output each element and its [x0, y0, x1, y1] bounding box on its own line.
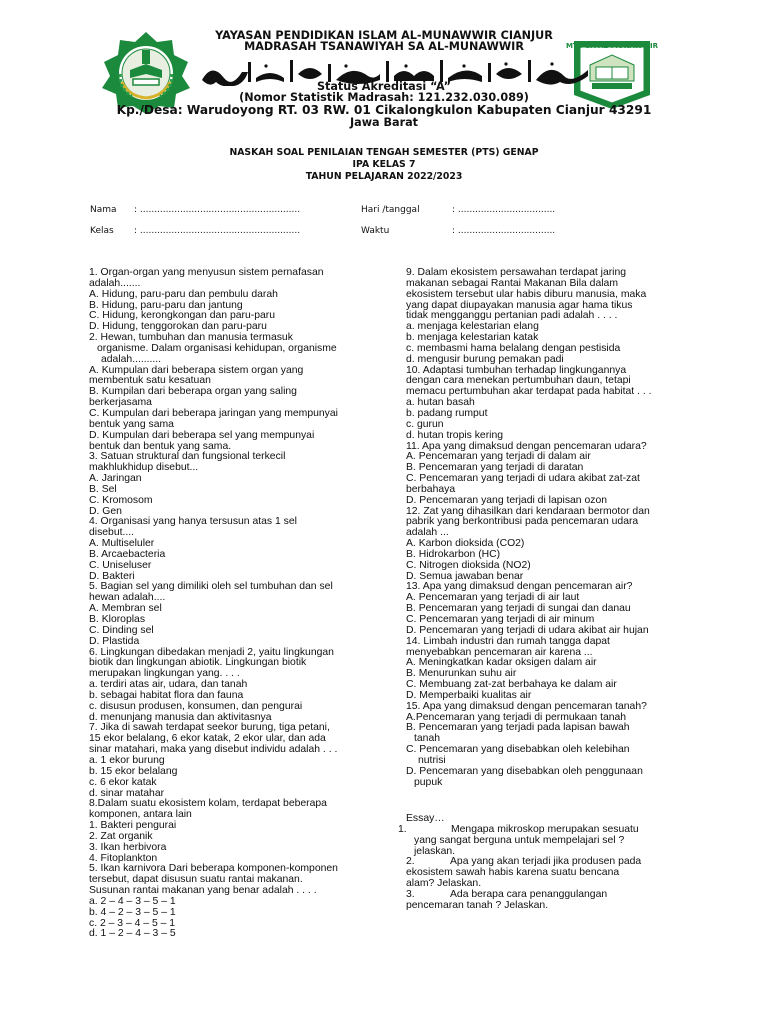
question-line: A. Membran sel	[89, 603, 162, 615]
essay-item	[398, 825, 718, 858]
question-line: A. Pencemaran yang terjadi di air laut	[406, 592, 580, 604]
question-line: D. Pencemaran yang disebabkan oleh penggunaan	[406, 765, 643, 777]
question-line: 15. Apa yang dimaksud dengan pencemaran tanah?	[406, 700, 647, 712]
question-line: 13. Apa yang dimaksud dengan pencemaran air?	[406, 581, 633, 593]
question-line: adalah..........	[101, 353, 162, 365]
question-line: c. membasmi hama belalang dengan pestisida	[406, 342, 621, 354]
question-line: B. Arcaebacteria	[89, 548, 166, 560]
question-line: A. Karbon dioksida (CO2)	[406, 538, 525, 550]
question-line: nutrisi	[418, 754, 446, 766]
question-line: C. Membuang zat-zat berbahaya ke dalam air	[406, 679, 617, 691]
essay-text: pencemaran tanah ? Jelaskan.	[406, 899, 549, 911]
question-line: tersebut, dapat disusun suatu rantai makanan.	[89, 874, 303, 886]
question-line: a. terdiri atas air, udara, dan tanah	[89, 679, 248, 691]
right-logo-text: MTS SA AL-MUNAWWIR	[566, 42, 658, 50]
question-line: D. Kumpulan dari beberapa sel yang mempunyai	[89, 429, 315, 441]
question-line: A. Pencemaran yang terjadi di dalam air	[406, 451, 591, 463]
question-line: C. Pencemaran yang terjadi di udara akibat zat-zat	[406, 473, 640, 485]
question-line: c. gurun	[406, 418, 444, 430]
question-line: D. Semua jawaban benar	[406, 570, 524, 582]
question-line: tidak mengganggu pertanian padi adalah . . . .	[406, 310, 618, 322]
question-line: 5. Ikan karnivora Dari beberapa komponen-komponen	[89, 863, 338, 875]
essay-text: yang sangat berguna untuk mempelajari sel ?	[414, 834, 625, 846]
essay-number: 2.	[406, 856, 415, 868]
school-name: MADRASAH TSANAWIYAH SA AL-MUNAWWIR	[244, 40, 524, 53]
nama-label: Nama	[90, 205, 117, 215]
question-line: B. Kloroplas	[89, 614, 146, 625]
question-line: 5. Bagian sel yang dimiliki oleh sel tumbuhan dan sel	[89, 581, 333, 593]
question-line: 2. Hewan, tumbuhan dan manusia termasuk	[89, 332, 293, 344]
question-line: 8.Dalam suatu ekosistem kolam, terdapat beberapa	[89, 798, 327, 810]
essay-text: alam? Jelaskan.	[406, 878, 482, 890]
question-line: tanah	[414, 733, 441, 745]
question-line: 6. Lingkungan dibedakan menjadi 2, yaitu lingkungan	[89, 646, 334, 658]
question-line: A. Multiseluler	[89, 538, 155, 550]
statistic-number: (Nomor Statistik Madrasah: 121.232.030.089)	[239, 91, 529, 104]
essay-number: 1.	[398, 823, 407, 835]
question-line: D. Plastida	[89, 635, 140, 647]
question-line: B. Pencemaran yang terjadi pada lapisan bawah	[406, 722, 630, 734]
question-line: 3. Ikan herbivora	[89, 841, 167, 853]
essay-text: jelaskan.	[414, 845, 456, 857]
question-line: C. Uniseluser	[89, 559, 152, 571]
question-line: D. Pencemaran yang terjadi di lapisan ozon	[406, 494, 608, 506]
question-line: 1. Organ-organ yang menyusun sistem pernafasan	[89, 267, 324, 278]
question-line: makanan sebagai Rantai Makanan Bila dalam	[406, 277, 618, 289]
question-line: 2. Zat organik	[89, 830, 153, 842]
question-line: bentuk dan bentuk yang sama.	[89, 440, 232, 452]
question-line: B. Kumpilan dari beberapa organ yang saling	[89, 386, 297, 398]
question-line: 14. Limbah industri dan rumah tangga dapat	[406, 635, 610, 647]
essay-item	[398, 857, 718, 890]
exam-title-block	[0, 147, 768, 183]
waktu-field[interactable]: : ..................................	[452, 226, 556, 236]
question-line: Susunan rantai makanan yang benar adalah . . . .	[89, 885, 317, 897]
question-line: d. hutan tropis kering	[406, 429, 504, 441]
question-line: b. menjaga kelestarian katak	[406, 332, 539, 344]
question-line: biotik dan lingkungan abiotik. Lingkungan biotik	[89, 657, 307, 669]
question-line: hewan adalah....	[89, 592, 166, 604]
question-line: B. Sel	[89, 483, 117, 495]
question-line: D. Hidung, tenggorokan dan paru-paru	[89, 321, 267, 333]
question-line: B. Hidrokarbon (HC)	[406, 548, 501, 560]
questions-left-column	[89, 268, 389, 940]
question-line: B. Menurunkan suhu air	[406, 668, 517, 680]
question-line: yang dapat diupayakan manusia agar hama tikus	[406, 299, 633, 311]
exam-year: TAHUN PELAJARAN 2022/2023	[305, 171, 463, 182]
exam-title: NASKAH SOAL PENILAIAN TENGAH SEMESTER (PTS) GENAP	[229, 147, 539, 158]
waktu-label: Waktu	[361, 226, 390, 236]
question-line: a. 1 ekor burung	[89, 754, 165, 766]
question-line: c. 6 ekor katak	[89, 776, 157, 788]
question-line: a. hutan basah	[406, 397, 475, 409]
question-line: 4. Organisasi yang hanya tersusun atas 1 sel	[89, 516, 297, 528]
question-line: merupakan lingkungan yang. . . .	[89, 668, 240, 680]
question-line: A. Meningkatkan kadar oksigen dalam air	[406, 657, 597, 669]
question-line: 3. Satuan struktural dan fungsional terkecil	[89, 451, 286, 463]
question-line: c. 2 – 3 – 4 – 5 – 1	[89, 917, 176, 929]
question-line: membentuk satu kesatuan	[89, 375, 211, 387]
essay-heading: Essay…	[406, 813, 445, 824]
question-line: B. Pencemaran yang terjadi di sungai dan danau	[406, 603, 631, 615]
question-line: pabrik yang berkontribusi pada pencemaran udara	[406, 516, 639, 528]
question-line: d. 1 – 2 – 4 – 3 – 5	[89, 928, 176, 940]
question-line: A. Jaringan	[89, 473, 142, 485]
question-line: D. Memperbaiki kualitas air	[406, 689, 532, 701]
question-line: D. Gen	[89, 505, 122, 517]
question-line: 1. Bakteri pengurai	[89, 820, 177, 832]
question-line: c. disusun produsen, konsumen, dan pengurai	[89, 700, 303, 712]
question-line: C. Hidung, kerongkongan dan paru-paru	[89, 310, 276, 322]
question-line: b. 4 – 2 – 3 – 5 – 1	[89, 906, 176, 918]
question-line: a. menjaga kelestarian elang	[406, 321, 539, 333]
exam-subject: IPA KELAS 7	[352, 159, 416, 170]
question-line: organisme. Dalam organisasi kehidupan, organisme	[97, 342, 337, 354]
kelas-label: Kelas	[90, 226, 114, 236]
question-line: 12. Zat yang dihasilkan dari kendaraan bermotor dan	[406, 505, 650, 517]
question-line: C. Dinding sel	[89, 624, 154, 636]
question-line: 9. Dalam ekosistem persawahan terdapat jaring	[406, 267, 627, 278]
accreditation-status: Status Akreditasi “A”	[316, 80, 452, 93]
question-line: 11. Apa yang dimaksud dengan pencemaran udara?	[406, 440, 647, 452]
question-line: bentuk yang sama	[89, 418, 174, 430]
question-line: d. mengusir burung pemakan padi	[406, 353, 564, 365]
question-line: A. Hidung, paru-paru dan pembulu darah	[89, 288, 278, 300]
question-line: disebut....	[89, 527, 135, 539]
question-line: memacu pertumbuhan akar terdapat pada habitat . . .	[406, 386, 652, 398]
question-line: C. Pencemaran yang terjadi di air minum	[406, 614, 595, 625]
hari-tanggal-field[interactable]: : ..................................	[452, 205, 556, 215]
question-line: berkerjasama	[89, 397, 152, 409]
question-line: C. Kromosom	[89, 494, 153, 506]
question-line: d. sinar matahar	[89, 787, 165, 799]
question-line: 15 ekor belalang, 6 ekor katak, 2 ekor ular, dan ada	[89, 733, 326, 745]
question-line: dengan cara menekan pertumbuhan daun, tetapi	[406, 375, 631, 387]
question-line: komponen, antara lain	[89, 809, 192, 821]
question-line: D. Bakteri	[89, 570, 135, 582]
essay-text: ekosistem sawah habis karena suatu bencana	[406, 867, 620, 879]
question-line: C. Kumpulan dari beberapa jaringan yang mempunyai	[89, 407, 338, 419]
question-line: ekosistem tersebut ular habis diburu manusia, maka	[406, 288, 647, 300]
essay-item	[398, 890, 718, 912]
kelas-field[interactable]: : ........................................................	[134, 226, 301, 236]
question-line: adalah.......	[89, 277, 141, 289]
question-line: a. 2 – 4 – 3 – 5 – 1	[89, 895, 176, 907]
question-line: 4. Fitoplankton	[89, 852, 158, 864]
question-line: B. Hidung, paru-paru dan jantung	[89, 299, 243, 311]
school-address: Kp./Desa: Warudoyong RT. 03 RW. 01 Cikalongkulon Kabupaten Cianjur 43291	[116, 103, 652, 117]
question-line: B. Pencemaran yang terjadi di daratan	[406, 462, 584, 474]
question-line: D. Pencemaran yang terjadi di udara akibat air hujan	[406, 624, 649, 636]
questions-right-column	[406, 268, 706, 789]
question-line: A.Pencemaran yang terjadi di permukaan tanah	[406, 711, 627, 723]
essay-number: 3.	[406, 888, 415, 900]
foundation-name: YAYASAN PENDIDIKAN ISLAM AL-MUNAWWIR CIANJUR	[215, 29, 553, 42]
question-line: 10. Adaptasi tumbuhan terhadap lingkungannya	[406, 364, 627, 376]
hari-tanggal-label: Hari /tanggal	[361, 205, 420, 215]
question-line: makhlukhidup disebut...	[89, 462, 199, 474]
nama-field[interactable]: : ........................................................	[134, 205, 301, 215]
question-line: berbahaya	[406, 483, 456, 495]
essay-text: Mengapa mikroskop merupakan sesuatu	[451, 823, 639, 835]
question-line: b. sebagai habitat flora dan fauna	[89, 689, 244, 701]
question-line: adalah ...	[406, 527, 449, 539]
question-line: A. Kumpulan dari beberapa sistem organ yang	[89, 364, 304, 376]
question-line: 7. Jika di sawah terdapat seekor burung, tiga petani,	[89, 722, 330, 734]
question-line: C. Pencemaran yang disebabkan oleh kelebihan	[406, 744, 630, 756]
question-line: C. Nitrogen dioksida (NO2)	[406, 559, 531, 571]
question-line: b. 15 ekor belalang	[89, 765, 178, 777]
province: Jawa Barat	[350, 116, 418, 129]
question-line: d. menunjang manusia dan aktivitasnya	[89, 711, 272, 723]
essay-text: Apa yang akan terjadi jika produsen pada	[450, 856, 642, 868]
question-line: b. padang rumput	[406, 407, 488, 419]
question-line: sinar matahari, maka yang disebut individu adalah . . .	[89, 744, 338, 756]
question-line: pupuk	[414, 776, 443, 788]
essay-text: Ada berapa cara penanggulangan	[450, 888, 608, 900]
essay-section	[398, 814, 718, 912]
question-line: menyebabkan pencemaran air karena ...	[406, 646, 593, 658]
